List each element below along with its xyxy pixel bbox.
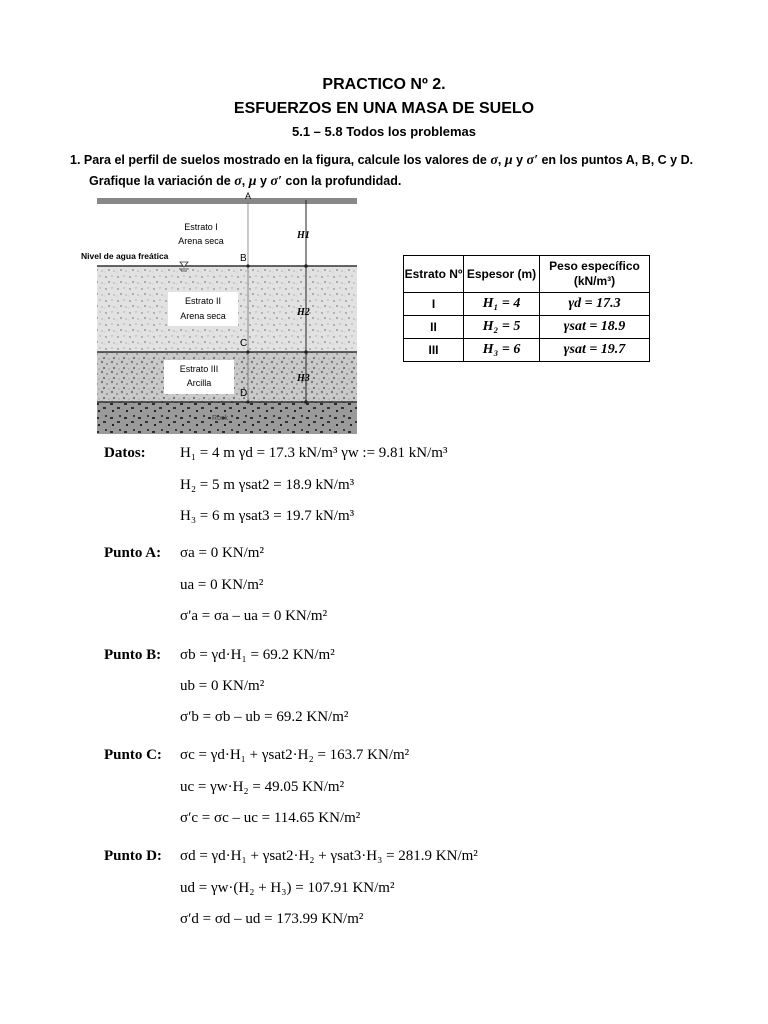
datos-label: Datos:: [104, 445, 146, 461]
problem-statement-line2: Grafique la variación de σ, μ y σ′ con la profundidad.: [89, 174, 402, 189]
soil-profile-figure: [80, 190, 362, 436]
point-b-label: B: [240, 253, 247, 264]
punto-c-line: σ′c = σc – uc = 114.65 KN/m²: [180, 810, 361, 826]
table-header: Espesor (m): [464, 256, 540, 293]
table-row: [404, 339, 650, 362]
stratum-2-desc: Arena seca: [180, 311, 226, 321]
ground-surface: [97, 198, 357, 204]
datos-line: H₃ = 6 m γsat3 = 19.7 kN/m³: [180, 508, 355, 524]
table-cell: γsat = 18.9: [540, 316, 650, 339]
water-table-label: Nivel de agua freática: [81, 251, 169, 261]
point-c-label: C: [240, 338, 248, 349]
punto-a-line: σ′a = σa – ua = 0 KN/m²: [180, 608, 328, 624]
table-cell: γd = 17.3: [540, 293, 650, 316]
punto-d-line: ud = γw·(H₂ + H₃) = 107.91 KN/m²: [180, 880, 395, 896]
rock-label: Rock: [212, 415, 228, 422]
table-header: Peso específico (kN/m³): [540, 256, 650, 293]
h1-label: H1: [297, 230, 310, 241]
h2-label: H2: [297, 307, 310, 318]
punto-b-label: Punto B:: [104, 647, 162, 663]
table-cell: I: [404, 293, 464, 316]
page-subtitle: ESFUERZOS EN UNA MASA DE SUELO: [233, 100, 535, 117]
punto-d-label: Punto D:: [104, 848, 162, 864]
table-cell: H₂ = 5: [464, 316, 540, 339]
table-row: [404, 316, 650, 339]
table-cell: γsat = 19.7: [540, 339, 650, 362]
table-header: Estrato Nº: [404, 256, 464, 293]
punto-a-line: ua = 0 KN/m²: [180, 577, 264, 593]
page-title: PRACTICO Nº 2.: [322, 76, 446, 93]
stratum-3-name: Estrato III: [179, 364, 219, 374]
problems-range: 5.1 – 5.8 Todos los problemas: [292, 124, 476, 139]
punto-b-line: ub = 0 KN/m²: [180, 678, 265, 694]
table-header-row: [404, 256, 650, 293]
punto-d-line: σd = γd·H₁ + γsat2·H₂ + γsat3·H₃ = 281.9 KN/m²: [180, 848, 478, 864]
stratum-2-name: Estrato II: [184, 296, 222, 306]
stratum-1-desc: Arena seca: [178, 236, 224, 246]
stratum-3-desc: Arcilla: [186, 378, 212, 388]
table-cell: III: [404, 339, 464, 362]
h3-label: H3: [297, 373, 310, 384]
datos-line: H₁ = 4 m γd = 17.3 kN/m³ γw := 9.81 kN/m³: [180, 445, 448, 461]
point-d-label: D: [240, 388, 248, 399]
punto-b-line: σ′b = σb – ub = 69.2 KN/m²: [180, 709, 349, 725]
table-row: [404, 293, 650, 316]
punto-a-label: Punto A:: [104, 545, 162, 561]
stratum-1-name: Estrato I: [184, 222, 218, 232]
punto-b-line: σb = γd·H₁ = 69.2 KN/m²: [180, 647, 335, 663]
strata-table: [403, 255, 650, 362]
table-cell: II: [404, 316, 464, 339]
punto-a-line: σa = 0 KN/m²: [180, 545, 264, 561]
punto-c-label: Punto C:: [104, 747, 162, 763]
problem-statement-line1: 1. Para el perfil de suelos mostrado en la figura, calcule los valores de σ, μ y σ′ en los puntos A, B, C y D.: [70, 153, 694, 168]
table-cell: H₁ = 4: [464, 293, 540, 316]
point-a-label: A: [245, 191, 252, 201]
datos-line: H₂ = 5 m γsat2 = 18.9 kN/m³: [180, 477, 355, 493]
punto-d-line: σ′d = σd – ud = 173.99 KN/m²: [180, 911, 364, 927]
punto-c-line: uc = γw·H₂ = 49.05 KN/m²: [180, 779, 345, 795]
punto-c-line: σc = γd·H₁ + γsat2·H₂ = 163.7 KN/m²: [180, 747, 410, 763]
table-cell: H₃ = 6: [464, 339, 540, 362]
